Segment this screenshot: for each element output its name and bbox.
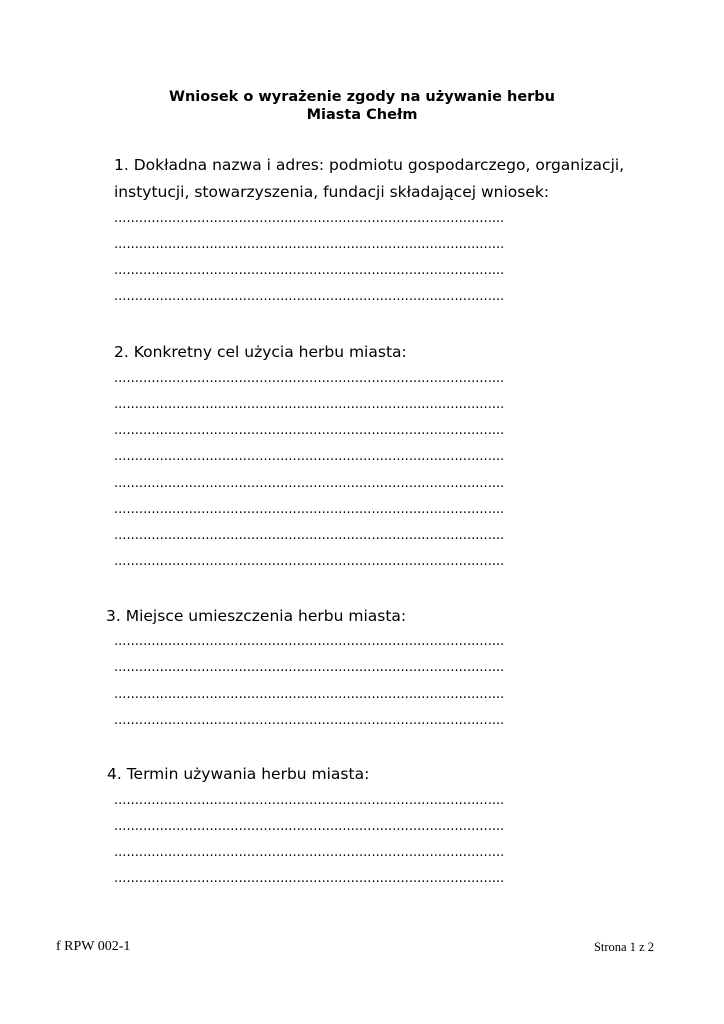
document-title-line-1: Wniosek o wyrażenie zgody na używanie herbu [168,89,556,105]
section-2-fill-line[interactable]: .............................................................................................. [114,371,505,386]
section-3-fill-line[interactable]: .............................................................................................. [114,660,505,675]
section-1-fill-line[interactable]: .............................................................................................. [114,211,505,226]
section-2-fill-line[interactable]: .............................................................................................. [114,476,505,491]
section-2-fill-line[interactable]: .............................................................................................. [114,449,505,464]
section-4-fill-line[interactable]: .............................................................................................. [114,845,505,860]
document-title-line-2: Miasta Chełm [306,107,418,123]
section-2-fill-line[interactable]: .............................................................................................. [114,528,505,543]
section-2-fill-line[interactable]: .............................................................................................. [114,397,505,412]
section-2-fill-line[interactable]: .............................................................................................. [114,502,505,517]
section-1-fill-line[interactable]: .............................................................................................. [114,237,505,252]
section-1-label-line-1: 1. Dokładna nazwa i adres: podmiotu gospodarczego, organizacji, [114,156,625,174]
section-3-fill-line[interactable]: .............................................................................................. [114,687,505,702]
section-1-fill-line[interactable]: .............................................................................................. [114,263,505,278]
section-1-label-line-2: instytucji, stowarzyszenia, fundacji składającej wniosek: [114,183,550,201]
section-3-fill-line[interactable]: .............................................................................................. [114,713,505,728]
section-1-fill-line[interactable]: .............................................................................................. [114,289,505,304]
section-2-fill-line[interactable]: .............................................................................................. [114,423,505,438]
section-2-fill-line[interactable]: .............................................................................................. [114,554,505,569]
section-4-fill-line[interactable]: .............................................................................................. [114,871,505,886]
form-code: f RPW 002-1 [56,939,131,954]
section-2-label: 2. Konkretny cel użycia herbu miasta: [114,343,407,361]
section-4-fill-line[interactable]: .............................................................................................. [114,819,505,834]
section-3-label: 3. Miejsce umieszczenia herbu miasta: [106,607,407,625]
page-number: Strona 1 z 2 [593,940,654,954]
section-4-label: 4. Termin używania herbu miasta: [107,765,370,783]
section-3-fill-line[interactable]: .............................................................................................. [114,634,505,649]
section-4-fill-line[interactable]: .............................................................................................. [114,793,505,808]
